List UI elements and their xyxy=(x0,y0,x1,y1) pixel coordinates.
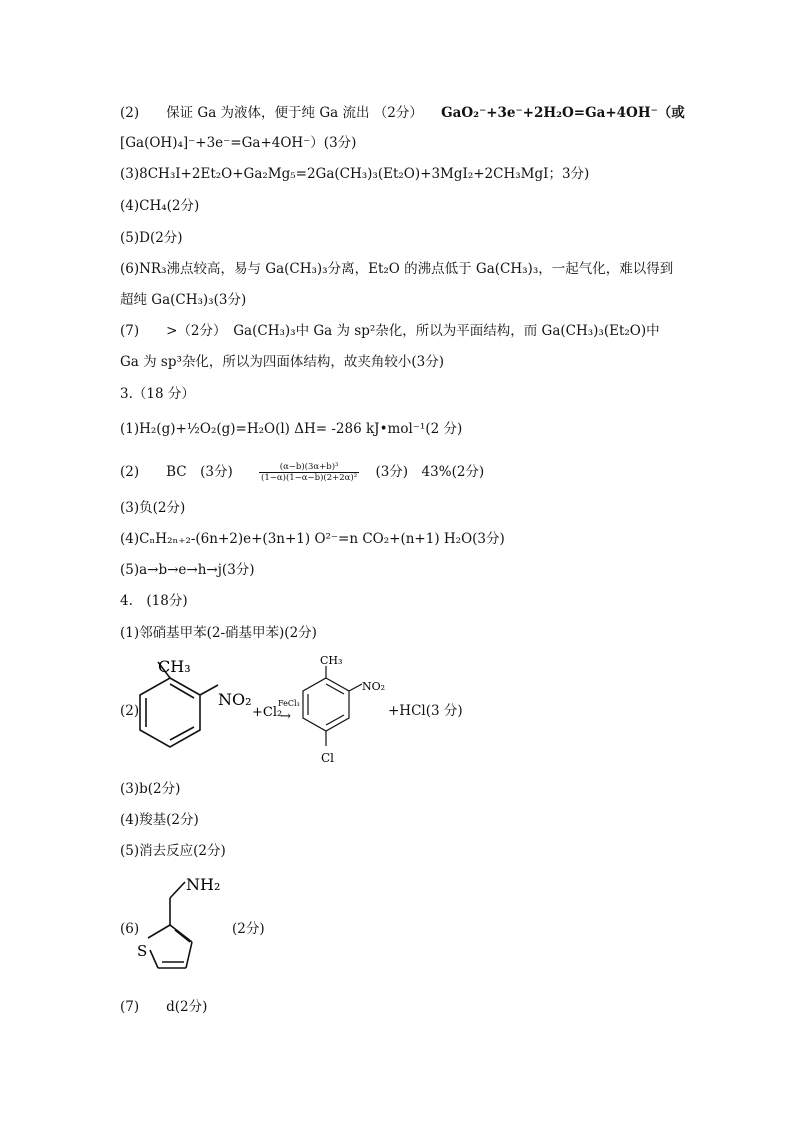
p4-line-4: (4)羧基(2分) xyxy=(120,812,199,828)
p4-6-tail: (2分) xyxy=(232,921,265,937)
q2-line-a xyxy=(120,104,685,122)
p4-6-label: (6) xyxy=(120,921,140,937)
p3-line-4: (4)CₙH₂ₙ₊₂-(6n+2)e+(3n+1) O²⁻=n CO₂+(n+1) H₂O(3分) xyxy=(120,531,505,547)
q2-line-b: [Ga(OH)₄]⁻+3e⁻=Ga+4OH⁻）(3分) xyxy=(120,135,357,151)
p4-2-label: (2) xyxy=(120,703,140,719)
p4-line-5: (5)消去反应(2分) xyxy=(120,843,226,859)
q2-equation-1: GaO₂⁻+3e⁻+2H₂O=Ga+4OH⁻（或 xyxy=(441,105,685,121)
fraction-denominator: (1−α)(1−α−b)(2+2α)² xyxy=(261,473,358,483)
p4-line-3: (3)b(2分) xyxy=(120,781,181,797)
q6-line-b: 超纯 Ga(CH₃)₃(3分) xyxy=(120,292,247,308)
product-structure xyxy=(303,666,362,746)
equilibrium-constant-fraction xyxy=(259,462,359,483)
product-cl: Cl xyxy=(321,751,335,765)
q7-line-b: Ga 为 sp³杂化，所以为四面体结构，故夹角较小(3分) xyxy=(120,354,445,370)
q4-line: (4)CH₄(2分) xyxy=(120,198,200,214)
product-no2: NO₂ xyxy=(362,680,386,693)
no2-label: NO₂ xyxy=(218,690,252,709)
p3-line-2 xyxy=(120,462,484,483)
nh2-label: NH₂ xyxy=(186,875,221,894)
section-4-heading: 4. (18分) xyxy=(120,593,188,609)
q3-line: (3)8CH₃I+2Et₂O+Ga₂Mg₅=2Ga(CH₃)₃(Et₂O)+3MgI₂+2CH₃MgI；3分) xyxy=(120,166,590,182)
p3-line-5: (5)a→b→e→h→j(3分) xyxy=(120,562,255,578)
reaction-arrow: → xyxy=(280,709,291,724)
fecl3-catalyst: FeCl₃ xyxy=(278,699,300,708)
p4-2-tail: +HCl(3 分) xyxy=(388,703,463,719)
section-3-heading: 3.（18 分） xyxy=(120,386,195,402)
sulfur-label: S xyxy=(137,942,148,960)
p4-line-1: (1)邻硝基甲苯(2-硝基甲苯)(2分) xyxy=(120,625,317,641)
ch3-label: CH₃ xyxy=(158,657,191,676)
q5-line: (5)D(2分) xyxy=(120,230,183,246)
q2-text: (2) 保证 Ga 为液体，便于纯 Ga 流出 （2分） xyxy=(120,105,423,121)
product-ch3: CH₃ xyxy=(320,654,343,667)
p3-line-1: (1)H₂(g)+½O₂(g)=H₂O(l) ΔH= -286 kJ•mol⁻¹(2 分) xyxy=(120,421,463,437)
fraction-numerator: (α−b)(3α+b)³ xyxy=(259,462,359,473)
q6-line-a: (6)NR₃沸点较高，易与 Ga(CH₃)₃分离，Et₂O 的沸点低于 Ga(CH₃)₃，一起气化，难以得到 xyxy=(120,261,674,277)
plus-cl2: +Cl₂ xyxy=(252,705,283,720)
p3-2-tail: (3分) 43%(2分) xyxy=(375,464,485,480)
p3-line-3: (3)负(2分) xyxy=(120,500,186,516)
p3-2-answer: (2) BC (3分) xyxy=(120,464,233,480)
q7-line-a: (7) >（2分） Ga(CH₃)₃中 Ga 为 sp²杂化，所以为平面结构，而 Ga(CH₃)₃(Et₂O)中 xyxy=(120,323,660,339)
p4-line-7: (7) d(2分) xyxy=(120,999,208,1015)
thiophene-methanamine-structure xyxy=(130,870,240,990)
